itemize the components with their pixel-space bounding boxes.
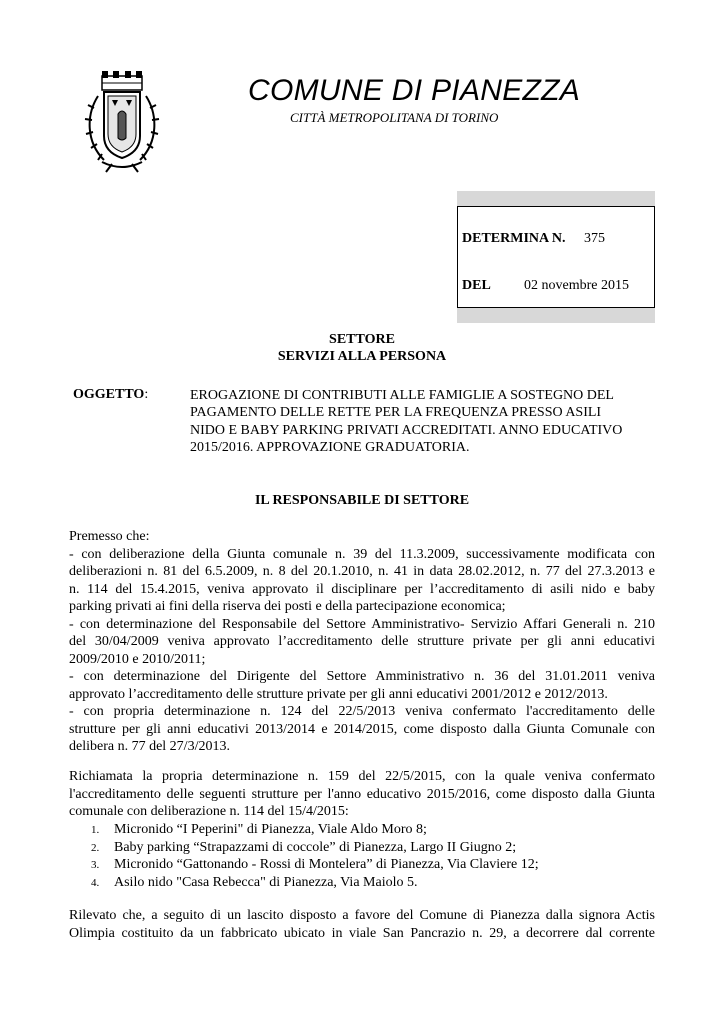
list-item-number: 1. (91, 824, 100, 836)
paragraph-line: delibera n. 77 del 27/3/2013. (69, 739, 230, 754)
list-item-text: Micronido “Gattonando - Rossi di Montelera” di Pianezza, Via Claviere 12; (114, 857, 539, 873)
premesso-paragraph (69, 528, 655, 756)
paragraph-line: 2009/2010 e 2010/2011; (69, 651, 206, 667)
paragraph-line: n. 114 del 15.4.2015, veniva approvato il disciplinare per l’accreditamento di asili nido e baby (69, 581, 655, 597)
page-title: COMUNE DI PIANEZZA (248, 74, 581, 107)
list-item-text: Baby parking “Strapazzami di coccole” di Pianezza, Largo II Giugno 2; (114, 839, 517, 855)
list-item-number: 4. (91, 876, 100, 889)
paragraph-line: Richiamata la propria determinazione n. 159 del 22/5/2015, con la quale veniva confermato (69, 769, 655, 784)
richiamata-paragraph (69, 768, 655, 821)
paragraph-line: - con determinazione del Dirigente del Settore Amministrativo n. 36 del 31.01.2011 veniva (69, 669, 655, 684)
paragraph-line: Olimpia costituito da un fabbricato ubicato in viale San Pancrazio n. 29, a decorrere dal corrente (69, 925, 655, 941)
list-item-number: 2. (91, 841, 100, 854)
determina-date: 02 novembre 2015 (524, 278, 629, 293)
paragraph-line: Rilevato che, a seguito di un lascito disposto a favore del Comune di Pianezza dalla signora Actis (69, 908, 655, 923)
list-item (69, 839, 655, 857)
list-item (69, 874, 655, 892)
page-subtitle: CITTÀ METROPOLITANA DI TORINO (290, 110, 499, 125)
paragraph-line: deliberazioni n. 81 del 6.5.2009, n. 8 del 20.1.2010, n. 41 in data 28.02.2012, n. 77 del 27.3.2013 e (69, 564, 655, 579)
paragraph-line: Premesso che: (69, 529, 150, 544)
rilevato-paragraph (69, 907, 655, 942)
determina-number: 375 (584, 231, 605, 246)
list-item (69, 856, 655, 874)
strutture-list (69, 821, 655, 891)
oggetto-line: 2015/2016. APPROVAZIONE GRADUATORIA. (190, 440, 470, 456)
paragraph-line: del 30/04/2009 veniva approvato l’accreditamento delle strutture private per gli anni educativi (69, 634, 655, 649)
oggetto-line: NIDO E BABY PARKING PRIVATI ACCREDITATI. ANNO EDUCATIVO (190, 422, 623, 438)
list-item-number: 3. (91, 859, 100, 872)
list-item (69, 821, 655, 839)
comune-crest-emblem (84, 70, 160, 174)
paragraph-line: comunale con deliberazione n. 114 del 15/4/2015: (69, 804, 349, 819)
determina-date-label: DEL (462, 278, 491, 293)
paragraph-line: - con propria determinazione n. 124 del 22/5/2013 veniva confermato l'accreditamento delle (69, 704, 655, 719)
list-item-text: Micronido “I Peperini" di Pianezza, Viale Aldo Moro 8; (114, 822, 427, 837)
paragraph-line: l'accreditamento delle seguenti strutture per l'anno educativo 2015/2016, come disposto dalla Giunta (69, 786, 655, 802)
oggetto-text (190, 387, 670, 457)
settore-heading: SETTORE (329, 332, 395, 347)
list-item-text: Asilo nido "Casa Rebecca" di Pianezza, Via Maiolo 5. (114, 874, 418, 890)
oggetto-label: OGGETTO: (73, 387, 149, 402)
paragraph-line: approvato l’accreditamento delle strutture private per gli anni educativi 2001/2012 e 2012/2013. (69, 686, 608, 702)
determina-number-label: DETERMINA N. (462, 231, 566, 246)
paragraph-line: - con deliberazione della Giunta comunale n. 39 del 11.3.2009, successivamente modificata con (69, 546, 655, 562)
responsabile-heading: IL RESPONSABILE DI SETTORE (254, 493, 470, 508)
settore-name: SERVIZI ALLA PERSONA (277, 349, 447, 364)
paragraph-line: - con determinazione del Responsabile del Settore Amministrativo- Servizio Affari Generali n. 210 (69, 616, 655, 632)
paragraph-line: strutture per gli anni educativi 2013/2014 e 2014/2015, come disposto dalla Giunta Comunale con (69, 721, 655, 737)
oggetto-line: EROGAZIONE DI CONTRIBUTI ALLE FAMIGLIE A SOSTEGNO DEL (190, 388, 614, 403)
oggetto-line: PAGAMENTO DELLE RETTE PER LA FREQUENZA PRESSO ASILI (190, 405, 602, 421)
paragraph-line: parking privati ai fini della riserva dei posti e della partecipazione economica; (69, 599, 506, 614)
